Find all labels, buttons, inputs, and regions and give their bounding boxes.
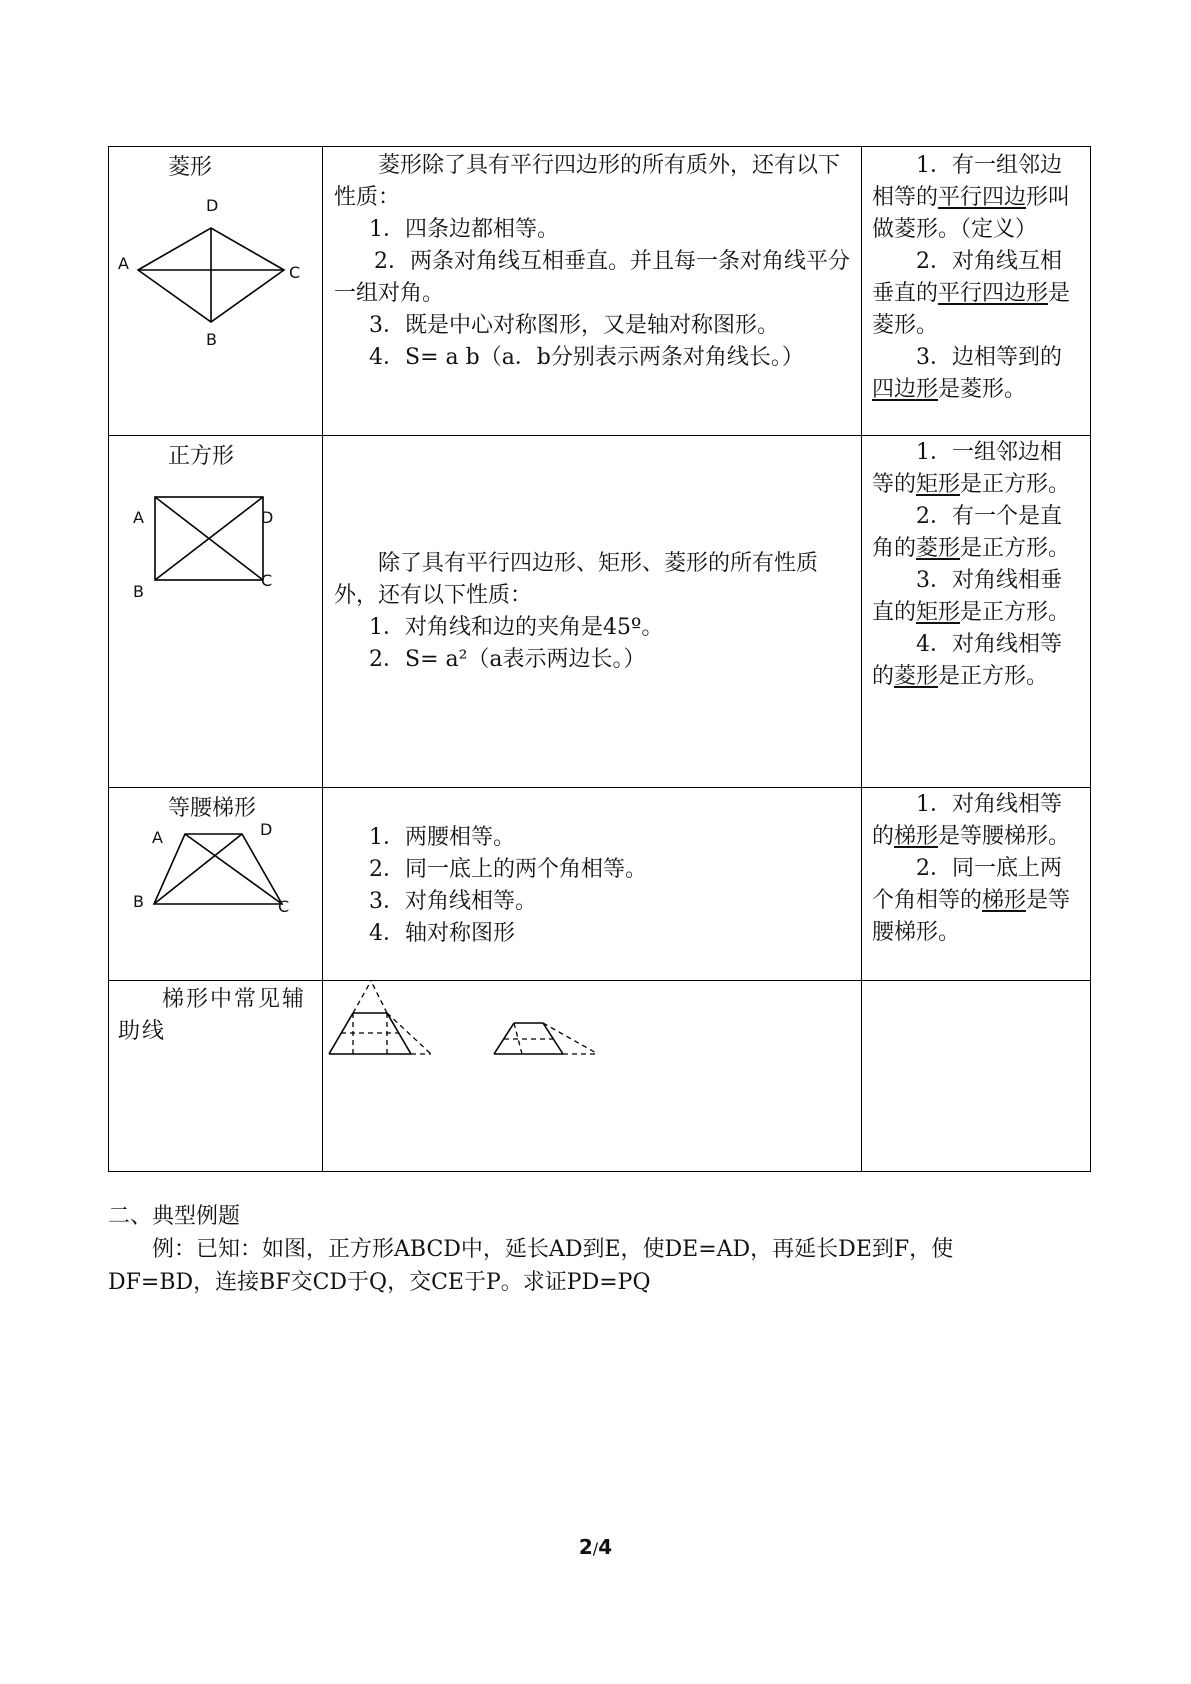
rhombus-label-c: C xyxy=(289,263,301,282)
rhombus-label-b: B xyxy=(206,330,217,349)
square-label-a: A xyxy=(133,508,144,527)
square-criterion-1: 1．一组邻边相等的矩形是正方形。 xyxy=(872,440,1071,497)
table-divider-1 xyxy=(322,146,323,1172)
rhombus-prop-2: 2．两条对角线互相垂直。并且每一条对角线平分一组对角。 xyxy=(334,249,850,306)
trapezoid-properties xyxy=(334,822,854,950)
rhombus-prop-3: 3．既是中心对称图形，又是轴对称图形。 xyxy=(369,313,779,338)
rhombus-criterion-1: 1．有一组邻边相等的平行四边形叫做菱形。（定义） xyxy=(872,153,1071,242)
aux-name: 梯形中常见辅助线 xyxy=(118,987,307,1044)
rhombus-name: 菱形 xyxy=(168,155,213,180)
square-label-d: D xyxy=(261,508,274,527)
trapezoid-criterion-2: 2．同一底上两个角相等的梯形是等腰梯形。 xyxy=(872,856,1071,945)
square-label-c: C xyxy=(261,571,273,590)
trapezoid-prop-1: 1．两腰相等。 xyxy=(369,825,515,850)
rhombus-criterion-3: 3．边相等到的四边形是菱形。 xyxy=(872,345,1062,402)
table-border-bottom xyxy=(108,1171,1091,1172)
trapezoid-label-a: A xyxy=(152,828,163,847)
square-name: 正方形 xyxy=(168,444,235,469)
trapezoid-prop-4: 4．轴对称图形 xyxy=(369,921,515,946)
rhombus-label-d: D xyxy=(206,196,219,215)
rhombus-label-a: A xyxy=(118,254,129,273)
page-total: 4 xyxy=(598,1535,613,1559)
properties-table xyxy=(108,146,1091,1172)
rhombus-criterion-2: 2．对角线互相垂直的平行四边形是菱形。 xyxy=(872,249,1071,338)
square-properties xyxy=(334,548,854,676)
aux-lines-figure xyxy=(328,980,628,1070)
page-separator: / xyxy=(592,1539,599,1558)
square-intro: 除了具有平行四边形、矩形、菱形的所有性质外，还有以下性质： xyxy=(334,551,819,608)
trapezoid-name: 等腰梯形 xyxy=(168,796,257,821)
square-figure xyxy=(108,435,322,787)
trapezoid-criteria xyxy=(872,789,1082,949)
rhombus-prop-1: 1．四条边都相等。 xyxy=(369,217,559,242)
trapezoid-label-d: D xyxy=(260,820,273,839)
rhombus-prop-4: 4．S= a b（a．b分别表示两条对角线长。） xyxy=(369,345,804,370)
example-line-1: 例：已知：如图，正方形ABCD中，延长AD到E，使DE=AD，再延长DE到F，使 xyxy=(152,1237,954,1262)
square-criterion-2: 2．有一个是直角的菱形是正方形。 xyxy=(872,504,1071,561)
rhombus-properties xyxy=(334,150,854,374)
section-heading: 二、典型例题 xyxy=(108,1204,241,1229)
trapezoid-label-b: B xyxy=(133,892,144,911)
trapezoid-criterion-1: 1．对角线相等的梯形是等腰梯形。 xyxy=(872,792,1071,849)
trapezoid-label-c: C xyxy=(278,897,290,916)
square-label-b: B xyxy=(133,582,144,601)
rhombus-figure xyxy=(108,146,322,435)
trapezoid-prop-2: 2．同一底上的两个角相等。 xyxy=(369,857,647,882)
table-divider-2 xyxy=(861,146,862,1172)
trapezoid-prop-3: 3．对角线相等。 xyxy=(369,889,537,914)
rhombus-intro: 菱形除了具有平行四边形的所有质外，还有以下性质： xyxy=(334,153,841,210)
square-criterion-4: 4．对角线相等的菱形是正方形。 xyxy=(872,632,1062,689)
example-section xyxy=(108,1200,1091,1299)
square-criteria xyxy=(872,437,1082,693)
page-number xyxy=(0,1535,1191,1559)
square-prop-1: 1．对角线和边的夹角是45º。 xyxy=(369,615,664,640)
square-prop-2: 2．S= a²（a表示两边长。） xyxy=(369,647,646,672)
rhombus-criteria xyxy=(872,150,1082,406)
trapezoid-figure xyxy=(108,787,322,980)
example-line-2: DF=BD，连接BF交CD于Q，交CE于P。求证PD=PQ xyxy=(108,1270,651,1295)
page-current: 2 xyxy=(578,1535,593,1559)
square-criterion-3: 3．对角线相垂直的矩形是正方形。 xyxy=(872,568,1071,625)
table-border-right xyxy=(1090,146,1091,1172)
